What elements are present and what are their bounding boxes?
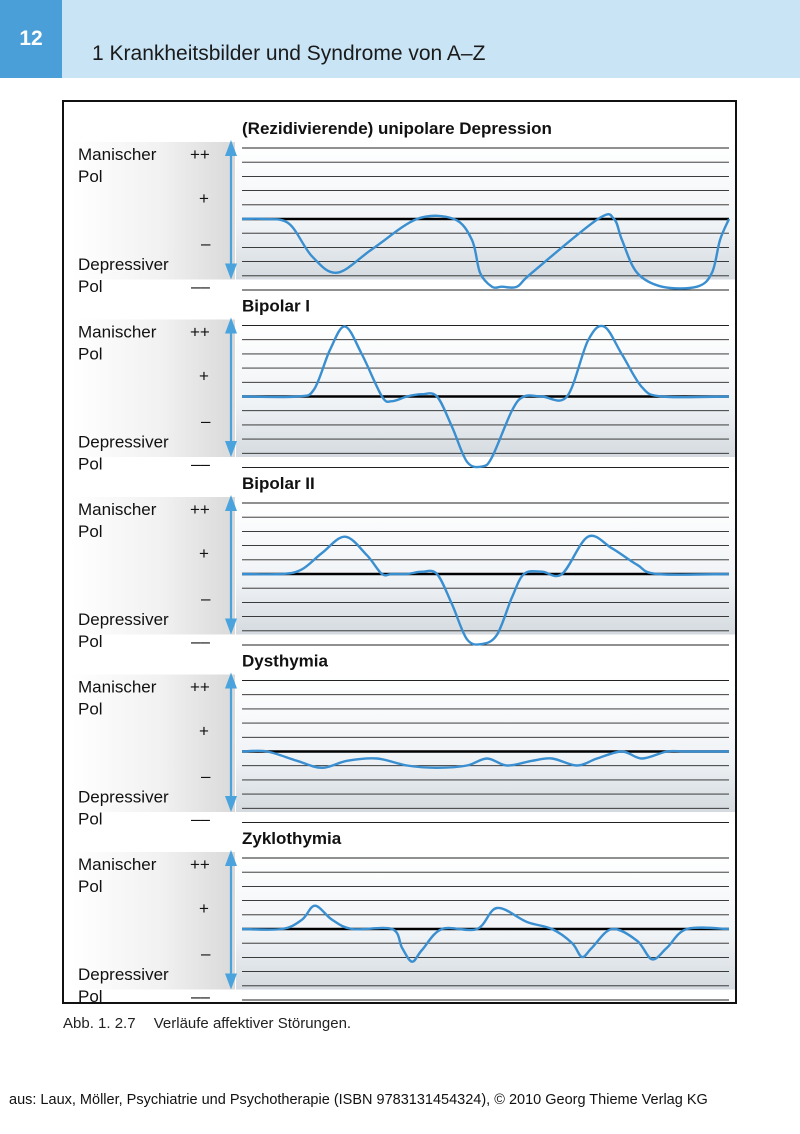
- caption-number: Abb. 1. 2.7: [63, 1015, 136, 1032]
- label-depressive-pole-2: Pol: [78, 277, 103, 296]
- label-minusminus: ––: [191, 277, 210, 296]
- panel-4: [72, 652, 735, 829]
- label-depressive-pole: Depressiver: [78, 610, 169, 629]
- mood-course-figure: [64, 102, 735, 1002]
- figure-frame: [62, 100, 737, 1004]
- label-manic-pole-2: Pol: [78, 167, 103, 186]
- label-depressive-pole-2: Pol: [78, 632, 103, 651]
- caption-text: Verläufe affektiver Störungen.: [153, 1015, 352, 1032]
- page-number: 12: [0, 0, 62, 78]
- panel-title: (Rezidivierende) unipolare Depression: [242, 119, 552, 138]
- label-plus: +: [199, 899, 209, 918]
- panel-5: [72, 829, 735, 1002]
- label-minus: –: [201, 411, 211, 431]
- panel-title: Zyklothymia: [242, 829, 342, 848]
- label-minus: –: [201, 234, 211, 253]
- label-plus: +: [199, 189, 209, 208]
- label-plus: +: [199, 366, 209, 386]
- label-plus: +: [199, 544, 209, 563]
- label-depressive-pole: Depressiver: [78, 965, 169, 984]
- label-manic-pole: Manischer: [78, 145, 157, 164]
- label-minus: –: [201, 766, 211, 786]
- plot-background: [236, 322, 735, 458]
- label-depressive-pole: Depressiver: [78, 255, 169, 274]
- label-plusplus: ++: [190, 677, 210, 697]
- label-depressive-pole-2: Pol: [78, 987, 103, 1002]
- label-minus: –: [201, 589, 211, 608]
- label-depressive-pole: Depressiver: [78, 787, 169, 807]
- plot-background: [236, 144, 735, 280]
- label-depressive-pole-2: Pol: [78, 454, 103, 474]
- label-manic-pole-2: Pol: [78, 877, 103, 896]
- label-manic-pole: Manischer: [78, 855, 157, 874]
- label-plus: +: [199, 721, 209, 741]
- label-manic-pole-2: Pol: [78, 344, 103, 364]
- panel-title: Dysthymia: [242, 651, 328, 671]
- label-plusplus: ++: [190, 500, 210, 519]
- label-minusminus: ––: [191, 987, 210, 1002]
- label-minusminus: ––: [191, 454, 210, 474]
- page-header: [0, 0, 800, 78]
- figure-caption: [63, 1015, 351, 1032]
- label-plusplus: ++: [190, 855, 210, 874]
- panel-2: [72, 297, 735, 474]
- panel-title: Bipolar I: [242, 296, 311, 316]
- label-manic-pole: Manischer: [78, 322, 157, 342]
- chapter-title: 1 Krankheitsbilder und Syndrome von A–Z: [92, 42, 486, 65]
- source-citation: aus: Laux, Möller, Psychiatrie und Psychotherapie (ISBN 9783131454324), © 2010 Georg Thieme Verlag KG: [9, 1092, 708, 1108]
- label-plusplus: ++: [190, 322, 210, 342]
- panel-3: [72, 474, 735, 651]
- label-minusminus: ––: [191, 632, 210, 651]
- label-manic-pole: Manischer: [78, 500, 157, 519]
- label-depressive-pole: Depressiver: [78, 432, 169, 452]
- label-depressive-pole-2: Pol: [78, 809, 103, 829]
- label-plusplus: ++: [190, 145, 210, 164]
- plot-background: [236, 677, 735, 813]
- label-manic-pole: Manischer: [78, 677, 157, 697]
- label-minus: –: [201, 944, 211, 963]
- panel-1: [72, 119, 735, 296]
- panel-title: Bipolar II: [242, 474, 315, 493]
- label-minusminus: ––: [191, 809, 210, 829]
- label-manic-pole-2: Pol: [78, 522, 103, 541]
- plot-background: [236, 499, 735, 635]
- label-manic-pole-2: Pol: [78, 699, 103, 719]
